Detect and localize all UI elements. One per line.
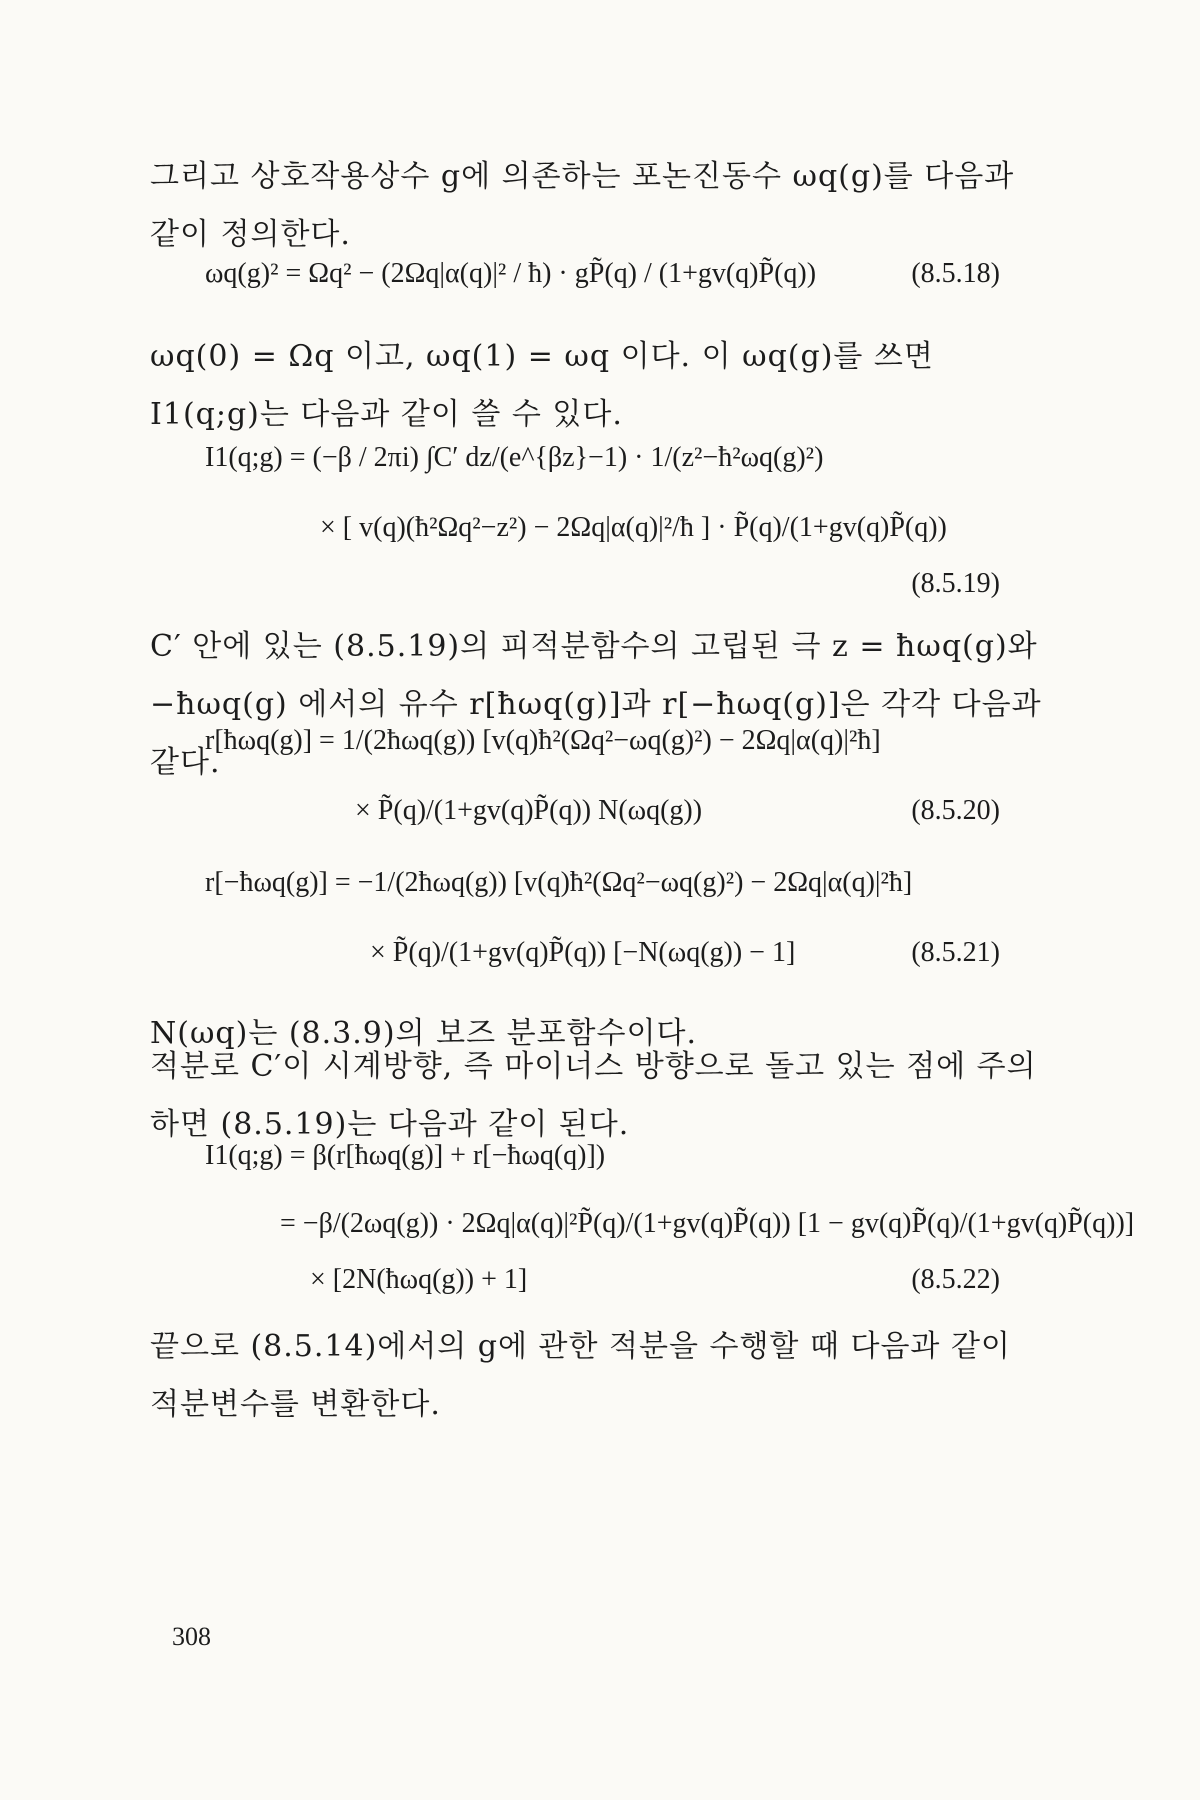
equation-number-19: (8.5.19) xyxy=(911,568,1000,599)
equation-8-5-19-line1: I1(q;g) = (−β / 2πi) ∫C′ dz/(e^{βz}−1) · 1/(z²−ħ²ωq(g)²) xyxy=(205,442,824,473)
equation-number-18: (8.5.18) xyxy=(911,258,1000,289)
equation-8-5-22-line1: I1(q;g) = β(r[ħωq(g)] + r[−ħωq(q)]) xyxy=(205,1140,606,1171)
equation-8-5-20-line2: × P̃(q)/(1+gv(q)P̃(q)) N(ωq(g)) xyxy=(355,795,703,826)
equation-8-5-21-line1: r[−ħωq(g)] = −1/(2ħωq(g)) [v(q)ħ²(Ωq²−ωq(g)²) − 2Ωq|α(q)|²ħ] xyxy=(205,867,913,898)
equation-number-21: (8.5.21) xyxy=(911,937,1000,968)
equation-8-5-22-line2: = −β/(2ωq(g)) · 2Ωq|α(q)|²P̃(q)/(1+gv(q)P̃(q)) [1 − gv(q)P̃(q)/(1+gv(q)P̃(q))] xyxy=(280,1208,1135,1239)
paragraph-final: 끝으로 (8.5.14)에서의 g에 관한 적분을 수행할 때 다음과 같이 적분변수를 변환한다. xyxy=(150,1329,1011,1422)
page-number: 308 xyxy=(172,1622,211,1651)
equation-number-22: (8.5.22) xyxy=(911,1264,1000,1295)
equation-8-5-22-line3: × [2N(ħωq(g)) + 1] xyxy=(310,1264,528,1295)
paragraph-omega-def: ωq(0) = Ωq 이고, ωq(1) = ωq 이다. 이 ωq(g)를 쓰면 I1(q;g)는 다음과 같이 쓸 수 있다. xyxy=(150,339,934,432)
equation-8-5-18: ωq(g)² = Ωq² − (2Ωq|α(q)|² / ħ) · gP̃(q) / (1+gv(q)P̃(q)) xyxy=(205,258,817,289)
paragraph-residues: C′ 안에 있는 (8.5.19)의 피적분함수의 고립된 극 z = ħωq(g)와 −ħωq(g) 에서의 유수 r[ħωq(g)]과 r[−ħωq(g)]은 각각 다음과 같다. xyxy=(150,629,1042,780)
equation-8-5-19-line2: × [ v(q)(ħ²Ωq²−z²) − 2Ωq|α(q)|²/ħ ] · P̃(q)/(1+gv(q)P̃(q)) xyxy=(320,512,947,543)
paragraph-intro: 그리고 상호작용상수 g에 의존하는 포논진동수 ωq(g)를 다음과 같이 정의한다. xyxy=(150,159,1015,252)
paragraph-contour: 적분로 C′이 시계방향, 즉 마이너스 방향으로 돌고 있는 점에 주의하면 (8.5.19)는 다음과 같이 된다. xyxy=(150,1049,1037,1142)
paragraph-bose: N(ωq)는 (8.3.9)의 보즈 분포함수이다. xyxy=(150,1016,698,1051)
equation-number-20: (8.5.20) xyxy=(911,795,1000,826)
equation-8-5-20-line1: r[ħωq(g)] = 1/(2ħωq(g)) [v(q)ħ²(Ωq²−ωq(g)²) − 2Ωq|α(q)|²ħ] xyxy=(205,725,881,756)
equation-8-5-21-line2: × P̃(q)/(1+gv(q)P̃(q)) [−N(ωq(g)) − 1] xyxy=(370,937,796,968)
